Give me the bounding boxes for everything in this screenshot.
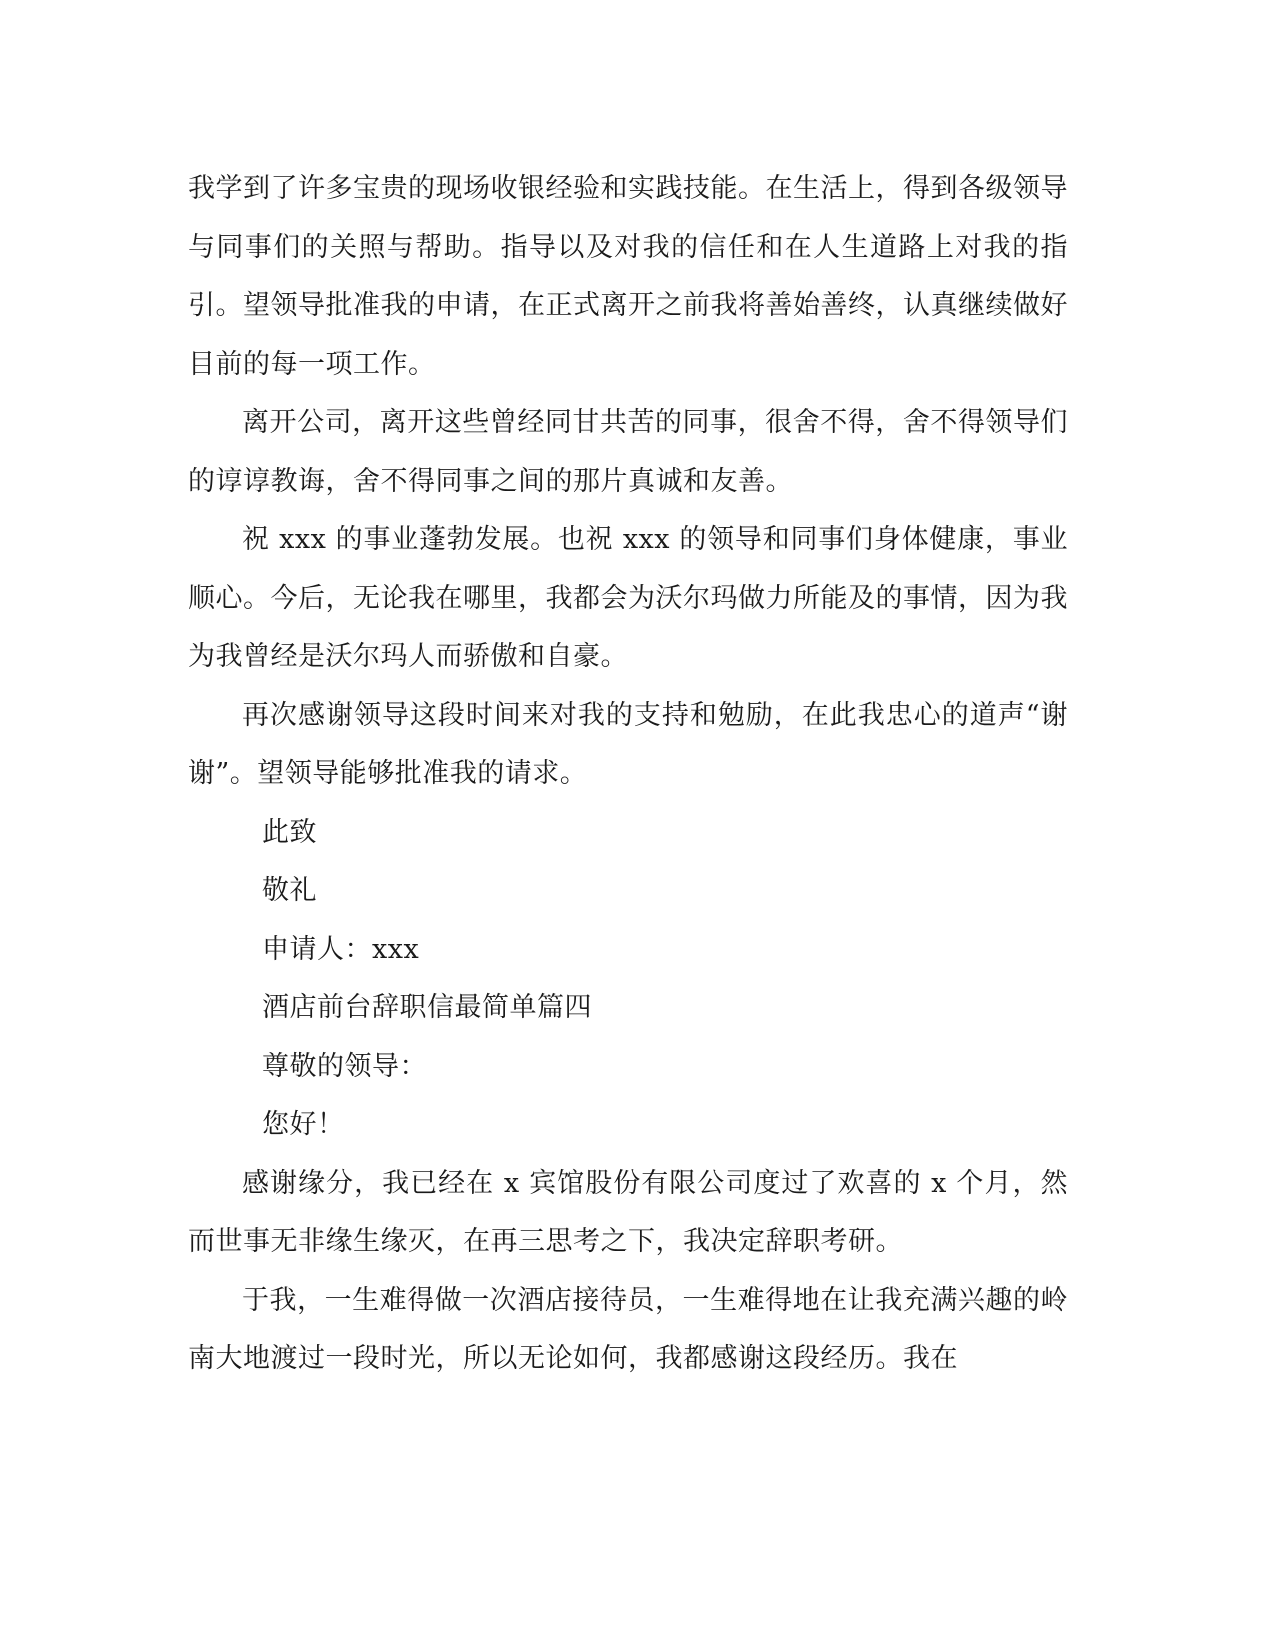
closing-regards: 敬礼 bbox=[262, 875, 317, 906]
paragraph-thanks: 再次感谢领导这段时间来对我的支持和勉励，在此我忠心的道声“谢谢”。望领导能够批准我的请求。 bbox=[188, 699, 1068, 789]
paragraph-leaving: 离开公司，离开这些曾经同甘共苦的同事，很舍不得，舍不得领导们的谆谆教诲，舍不得同事之间的那片真诚和友善。 bbox=[188, 407, 1068, 497]
letter-hello: 您好！ bbox=[262, 1109, 345, 1140]
document-body bbox=[188, 160, 1068, 1389]
paragraph-gratitude: 感谢缘分，我已经在 x 宾馆股份有限公司度过了欢喜的 x 个月，然而世事无非缘生缘灭，在再三思考之下，我决定辞职考研。 bbox=[188, 1167, 1068, 1257]
paragraph-continued: 我学到了许多宝贵的现场收银经验和实践技能。在生活上，得到各级领导与同事们的关照与帮助。指导以及对我的信任和在人生道路上对我的指引。望领导批准我的申请，在正式离开之前我将善始善终，认真继续做好目前的每一项工作。 bbox=[188, 173, 1068, 380]
closing-salutation: 此致 bbox=[262, 816, 317, 848]
section-heading: 酒店前台辞职信最简单篇四 bbox=[262, 992, 592, 1023]
paragraph-experience: 于我，一生难得做一次酒店接待员，一生难得地在让我充满兴趣的岭南大地渡过一段时光，所以无论如何，我都感谢这段经历。我在 bbox=[188, 1284, 1068, 1374]
letter-greeting: 尊敬的领导： bbox=[262, 1050, 427, 1082]
applicant-signature: 申请人：xxx bbox=[262, 933, 420, 965]
paragraph-wishes: 祝 xxx 的事业蓬勃发展。也祝 xxx 的领导和同事们身体健康，事业顺心。今后，无论我在哪里，我都会为沃尔玛做力所能及的事情，因为我为我曾经是沃尔玛人而骄傲和自豪。 bbox=[188, 524, 1068, 672]
